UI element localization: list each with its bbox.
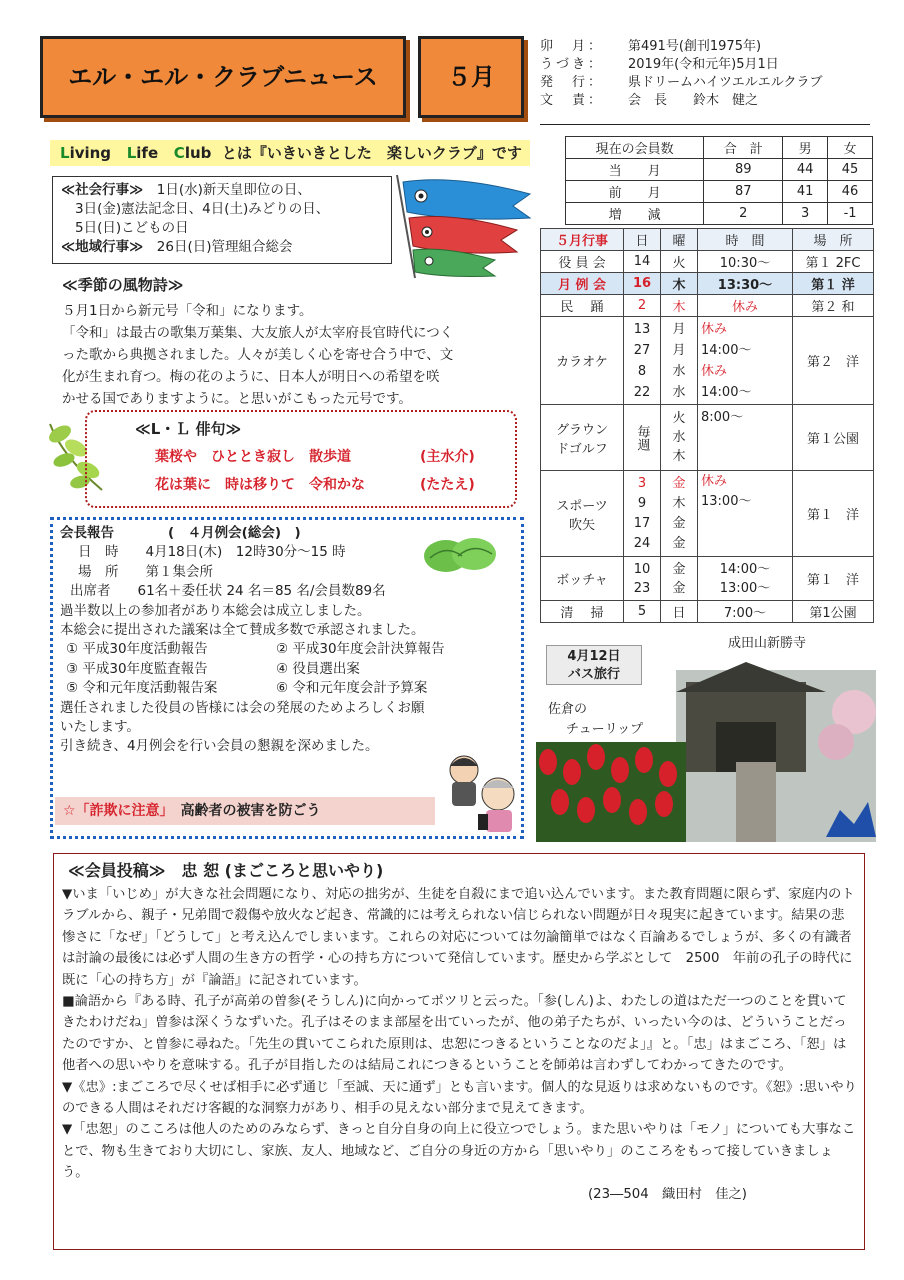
meta-value: 県ドリームハイツエルエルクラブ [628,75,823,90]
member-cell: -1 [828,203,873,225]
meta-key: うづき： [540,57,605,72]
agenda-item: ⑥ 令和元年度会計予算案 [276,680,428,697]
social-event: 5日(日)こどもの日 [75,220,189,236]
schedule-cell: 第１ 洋 [793,471,874,557]
schedule-cell: 清 掃 [541,601,624,623]
schedule-day: 17 [633,515,651,531]
meta-value: 第491号(創刊1975年) [628,39,762,54]
haiku-text: 葉桜や ひととき寂し 散歩道 [155,449,351,465]
meta-key: 発 行： [540,75,605,90]
season-line: ５月1日から新元号「令和」になります。 [62,303,313,319]
tagline-word: iving [69,144,112,162]
haiku-author: (たたえ) [420,477,475,493]
schedule-day: 3 [637,475,647,491]
koinobori-illustration [385,170,545,280]
season-body [62,300,524,410]
schedule-cell: 日 [661,601,698,623]
social-events-label: ≪社会行事≫ [61,182,144,198]
schedule-dow: 月 [672,342,686,358]
meta-value: 2019年(令和元年)5月1日 [628,57,779,72]
report-label: 場 所 [78,563,119,580]
member-cell: 増 減 [566,203,704,225]
schedule-dow: 水 [672,430,686,445]
schedule-day: 8 [637,363,647,379]
social-event: 1日(水)新天皇即位の日、 [156,182,311,198]
schedule-cell: 14 [624,251,661,273]
local-event: 26日(日)管理組合総会 [156,239,293,255]
schedule-day: 24 [633,535,651,551]
schedule-cell: 8:00～ [698,405,793,471]
member-count-table [565,136,873,225]
schedule-time: 14:00～ [701,342,752,358]
schedule-dow: 月 [672,321,686,337]
schedule-cell: 木 [661,273,698,295]
schedule-cell: 第１ 2FC [793,251,874,273]
report-value: 第１集会所 [145,563,213,580]
meta-key: 卯 月： [540,39,605,54]
scam-warning-title: ☆「詐欺に注意」 [63,803,167,819]
tagline-letter: L [126,144,137,162]
schedule-day: 13 [633,321,651,337]
schedule-dow: 火 [672,411,686,426]
report-value: 4月18日(木) 12時30分～15 時 [145,544,346,561]
issue-meta [540,38,870,110]
post-paragraph: ▼《忠》:まごころで尽くせば相手に必ず通じ「至誠、天に通ず」とも言います。個人的な見返りは求めないものです。《恕》:思いやりのできる人間はそれだけ客観的な洞察力があり、相手の見えない部分まで見えてきます。 [62,1079,857,1117]
haiku-author: (主水介) [420,449,475,465]
member-cell: 89 [704,159,783,181]
member-header: 男 [783,137,828,159]
member-cell: 87 [704,181,783,203]
agenda-item: ④ 役員選出案 [276,660,360,677]
schedule-dow: 木 [672,449,686,464]
report-line: 引き続き、4月例会を行い会員の懇親を深めました。 [60,738,379,755]
local-events-label: ≪地域行事≫ [61,239,144,255]
schedule-dow: 金 [672,535,686,551]
schedule-dow: 金 [672,515,686,531]
agenda-item: ① 平成30年度活動報告 [66,641,208,658]
member-cell: 当 月 [566,159,704,181]
member-cell: 前 月 [566,181,704,203]
member-cell: 3 [783,203,828,225]
member-header: 現在の会員数 [566,137,704,159]
report-label: 出席者 [70,583,111,600]
schedule-cell: ボッチャ [541,557,624,601]
schedule-day: 9 [637,495,647,511]
month-box [418,36,524,118]
schedule-header: 場 所 [793,229,874,251]
agenda-item: ⑤ 令和元年度活動報告案 [66,680,218,697]
schedule-cell: 第1公園 [793,601,874,623]
schedule-cell: カラオケ [541,317,624,405]
report-title: 会長報告 [60,525,114,541]
post-paragraph: ■論語から『ある時、孔子が高弟の曽参(そうしん)に向かってポツリと云った。「参(しん)よ、わたしの道はただ一つのことを貫いてきたわけだね」曽参は深くうなずいた。孔子はそのまま部屋を出ていったが、他の弟子たちが、いったい今のは、どういうことだったのですか、と曽参に尋ねた。「先生の貫いてこられた原則は、忠恕につきるということなのだよ」』と。「忠」はまごころ、「恕」は他者への思いやりを意味する。孔子が目指したのは結局これにつきるということを師弟は言わずしてわかってきたのです。 [62,994,847,1074]
member-post-title [68,858,383,881]
schedule-dow: 金 [672,475,686,491]
scam-warning-banner [55,797,435,825]
season-line: かせる国でありますように。と思いがこもった元号です。 [62,391,412,407]
tulip-caption-1: 佐倉の [548,702,588,717]
schedule-time: 14:00～ [719,561,771,577]
schedule-cell: 役 員 会 [541,251,624,273]
schedule-time: 休み [701,321,728,337]
season-line: 「令和」は最古の歌集万葉集、大友旅人が太宰府長官時代につく [62,325,454,341]
report-line: 本総会に提出された議案は全て賛成多数で承認されました。 [60,622,425,639]
newsletter-title: エル・エル・クラブニュース [68,63,378,91]
haiku-title: ≪L・Ｌ 俳句≫ [135,420,242,438]
tagline-letter: L [60,144,70,162]
season-section-title: ≪季節の風物詩≫ [62,276,184,294]
schedule-day: 22 [633,384,651,400]
schedule-name: グラウン [555,422,608,438]
post-paragraph: ▼「忠恕」のこころは他人のためのみならず、きっと自分自身の向上に役立つでしょう。また思いやりは「モノ」についても大事なことで、物も生きており大切にし、家族、友人、地域など、ご自分の身近の方から「思いやり」のこころをもって接していきましょう。 [62,1122,856,1181]
social-event: 3日(金)憲法記念日、4日(土)みどりの日、 [75,201,330,217]
schedule-cell: 毎週 [624,405,661,471]
schedule-day: 23 [633,580,651,596]
bus-trip-label [546,645,642,685]
post-heading: 忠 恕 (まごころと思いやり) [181,861,384,880]
schedule-cell: 第１ 洋 [793,273,874,295]
report-line: 選任されました役員の皆様には会の発展のためよろしくお願 [60,699,425,716]
schedule-cell: 13:30～ [698,273,793,295]
schedule-name: スポーツ [556,498,608,514]
report-label: 日 時 [78,544,119,561]
report-subtitle: ( ４月例会(総会) ) [168,525,301,541]
tulip-caption-2: チューリップ [566,722,644,737]
haiku-line [155,474,475,494]
meta-key: 文 責： [540,93,605,108]
schedule-cell: 第１公園 [793,405,874,471]
schedule-header: 日 [624,229,661,251]
schedule-cell: 月 例 会 [541,273,624,295]
schedule-cell: 木 [661,295,698,317]
schedule-dow: 水 [672,363,686,379]
schedule-dow: 金 [672,561,686,577]
schedule-time: 13:00～ [701,494,752,509]
agenda-item: ③ 平成30年度監査報告 [66,660,208,677]
schedule-cell: 16 [624,273,661,295]
schedule-cell: 5 [624,601,661,623]
month-label: ５月 [447,63,495,91]
trip-title: バス旅行 [567,667,620,682]
scam-warning-text: 高齢者の被害を防ごう [180,803,321,819]
member-header: 女 [828,137,873,159]
member-cell: 2 [704,203,783,225]
tagline-letter: C [173,144,185,162]
haiku-text: 花は葉に 時は移りて 令和かな [155,477,365,493]
season-line: った歌から典拠されました。人々が美しく心を寄せ合う中で、文 [62,347,454,363]
trip-date: 4月12日 [567,649,621,664]
schedule-header: 時 間 [698,229,793,251]
temple-caption: 成田山新勝寺 [728,636,807,651]
schedule-day: 27 [633,342,651,358]
member-post-body [62,884,857,1205]
schedule-name: ドゴルフ [556,441,608,457]
club-tagline [50,140,530,166]
phone-scam-illustration [438,748,528,836]
report-line: いたします。 [60,719,140,736]
schedule-time: 14:00～ [701,384,752,400]
member-cell: 46 [828,181,873,203]
member-cell: 45 [828,159,873,181]
schedule-name: 吹矢 [568,517,595,533]
post-signature: (23―504 織田村 佳之) [587,1186,747,1202]
season-line: 化が生まれ育つ。梅の花のように、日本人が明日への希望を咲 [62,369,440,385]
report-value: 61名＋委任状 24 名＝85 名/会員数89名 [137,583,386,600]
agenda-item: ② 平成30年度会計決算報告 [276,641,445,658]
schedule-cell: 火 [661,251,698,273]
tagline-word: ife [136,144,159,162]
meta-value: 会 長 鈴木 健之 [628,93,759,108]
schedule-time: 休み [701,474,728,489]
post-section-label: ≪会員投稿≫ [68,861,166,880]
schedule-cell: 10:30～ [698,251,793,273]
schedule-header: 曜 [661,229,698,251]
schedule-cell: 休み [698,295,793,317]
schedule-cell: 民 踊 [541,295,624,317]
post-paragraph: ▼いま「いじめ」が大きな社会問題になり、対応の拙劣が、生徒を自殺にまで追い込んでいます。また教育問題に限らず、家庭内のトラブルから、親子・兄弟間で殺傷や放火など起き、常識的には考えられない信じられない問題が日々現実に起きています。結果の悲惨さに「なぜ」「どうして」と考え込んでしまいます。これらの対応については勿論簡単ではなく百論あるでしょうが、多くの有識者は討論の最後には必ず人間の生き方の哲学・心の持ち方について発信しています。歴史から学ぶとして 2500 年前の孔子の時代に既に「心の持ち方」が『論語』に記されています。 [62,887,855,988]
schedule-cell: 第１ 洋 [793,557,874,601]
schedule-header: ５月行事 [541,229,624,251]
president-report [60,524,520,757]
schedule-dow: 木 [672,495,686,511]
meta-divider [540,124,870,125]
schedule-dow: 金 [672,580,686,596]
schedule-cell: 7:00～ [698,601,793,623]
member-cell: 44 [783,159,828,181]
report-line: 過半数以上の参加者があり本総会は成立しました。 [60,602,371,619]
haiku-line [155,446,475,466]
events-box [52,176,392,264]
member-cell: 41 [783,181,828,203]
schedule-cell: 第２ 洋 [793,317,874,405]
tagline-word: lub [184,144,212,162]
schedule-time: 13:00～ [719,580,771,596]
schedule-cell: 第２ 和 [793,295,874,317]
member-header: 合 計 [704,137,783,159]
schedule-dow: 水 [672,384,686,400]
tagline-rest: とは『いきいきとした 楽しいクラブ』です [221,144,522,162]
schedule-time: 休み [701,363,728,379]
may-schedule-table [540,228,874,623]
newsletter-title-box [40,36,406,118]
schedule-cell: 2 [624,295,661,317]
schedule-day: 10 [633,561,651,577]
